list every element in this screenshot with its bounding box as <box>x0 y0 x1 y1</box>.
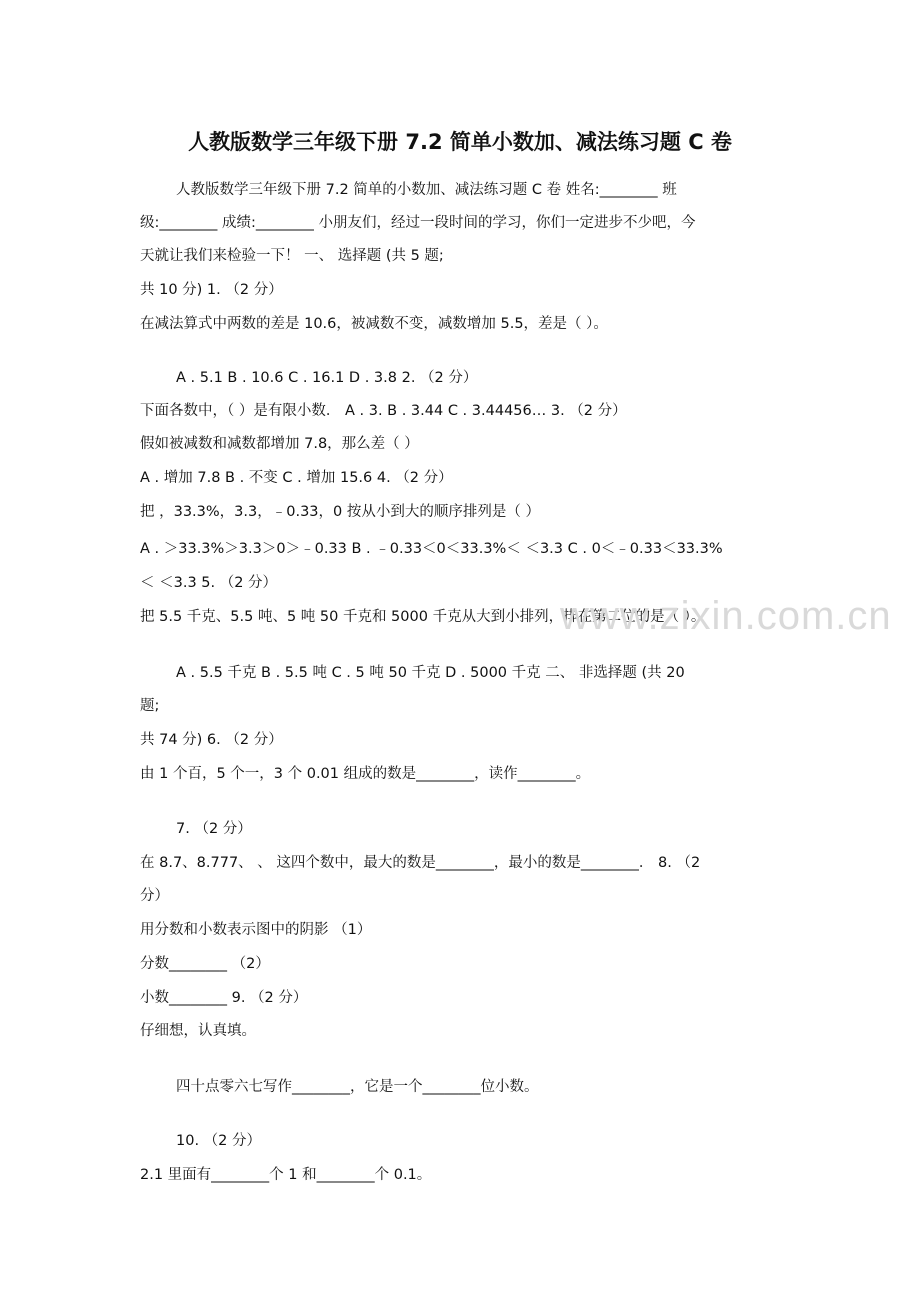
text-line: 分数________ （2） <box>140 956 270 972</box>
text-line: A . 增加 7.8 B . 不变 C . 增加 15.6 4. （2 分） <box>140 470 453 486</box>
text-line: A . ＞33.3%＞3.3＞0＞﹣0.33 B . ﹣0.33＜0＜33.3%＜ ＜3.3 C . 0＜﹣0.33＜33.3% <box>140 541 723 557</box>
text-line: 由 1 个百，5 个一，3 个 0.01 组成的数是________，读作________。 <box>140 766 591 782</box>
text-line: 10. （2 分） <box>176 1133 262 1149</box>
watermark: www.zixin.com.cn <box>560 594 892 638</box>
text-line: 题; <box>140 698 160 714</box>
text-line: 分） <box>140 888 169 904</box>
text-line: A . 5.5 千克 B . 5.5 吨 C . 5 吨 50 千克 D . 5000 千克 二、 非选择题 (共 20 <box>176 665 685 681</box>
text-line: 人教版数学三年级下册 7.2 简单的小数加、减法练习题 C 卷 姓名:________ 班 <box>176 182 677 198</box>
text-line: 用分数和小数表示图中的阴影 （1） <box>140 922 372 938</box>
text-line: 共 74 分) 6. （2 分） <box>140 732 283 748</box>
text-line: 假如被减数和减数都增加 7.8，那么差（ ） <box>140 436 419 452</box>
text-line: 级:________ 成绩:________ 小朋友们，经过一段时间的学习，你们一定进步不少吧，今 <box>140 215 696 231</box>
text-line: 仔细想，认真填。 <box>140 1023 256 1039</box>
text-line: A . 5.1 B . 10.6 C . 16.1 D . 3.8 2. （2 分） <box>176 370 478 386</box>
text-line: 在减法算式中两数的差是 10.6，被减数不变，减数增加 5.5，差是（ ）。 <box>140 316 608 332</box>
text-line: 共 10 分) 1. （2 分） <box>140 282 283 298</box>
text-line: 7. （2 分） <box>176 821 252 837</box>
text-line: 天就让我们来检验一下！ 一、 选择题 (共 5 题; <box>140 248 444 264</box>
text-line: 下面各数中，（ ）是有限小数． A . 3. B . 3.44 C . 3.44456… 3. （2 分） <box>140 403 627 419</box>
text-line: 小数________ 9. （2 分） <box>140 990 308 1006</box>
text-line: 把 5.5 千克、5.5 吨、5 吨 50 千克和 5000 千克从大到小排列，排在第二位的是（ ）。 <box>140 609 706 625</box>
text-line: ＜ ＜3.3 5. （2 分） <box>140 575 278 591</box>
text-line: 2.1 里面有________个 1 和________个 0.1。 <box>140 1167 432 1183</box>
document-title: 人教版数学三年级下册 7.2 简单小数加、减法练习题 C 卷 <box>188 130 732 154</box>
text-line: 把 ，33.3%，3.3，﹣0.33，0 按从小到大的顺序排列是（ ） <box>140 504 540 520</box>
text-line: 四十点零六七写作________，它是一个________位小数。 <box>176 1079 539 1095</box>
text-line: 在 8.7、8.777、 、 这四个数中，最大的数是________，最小的数是________． 8. （2 <box>140 855 701 871</box>
